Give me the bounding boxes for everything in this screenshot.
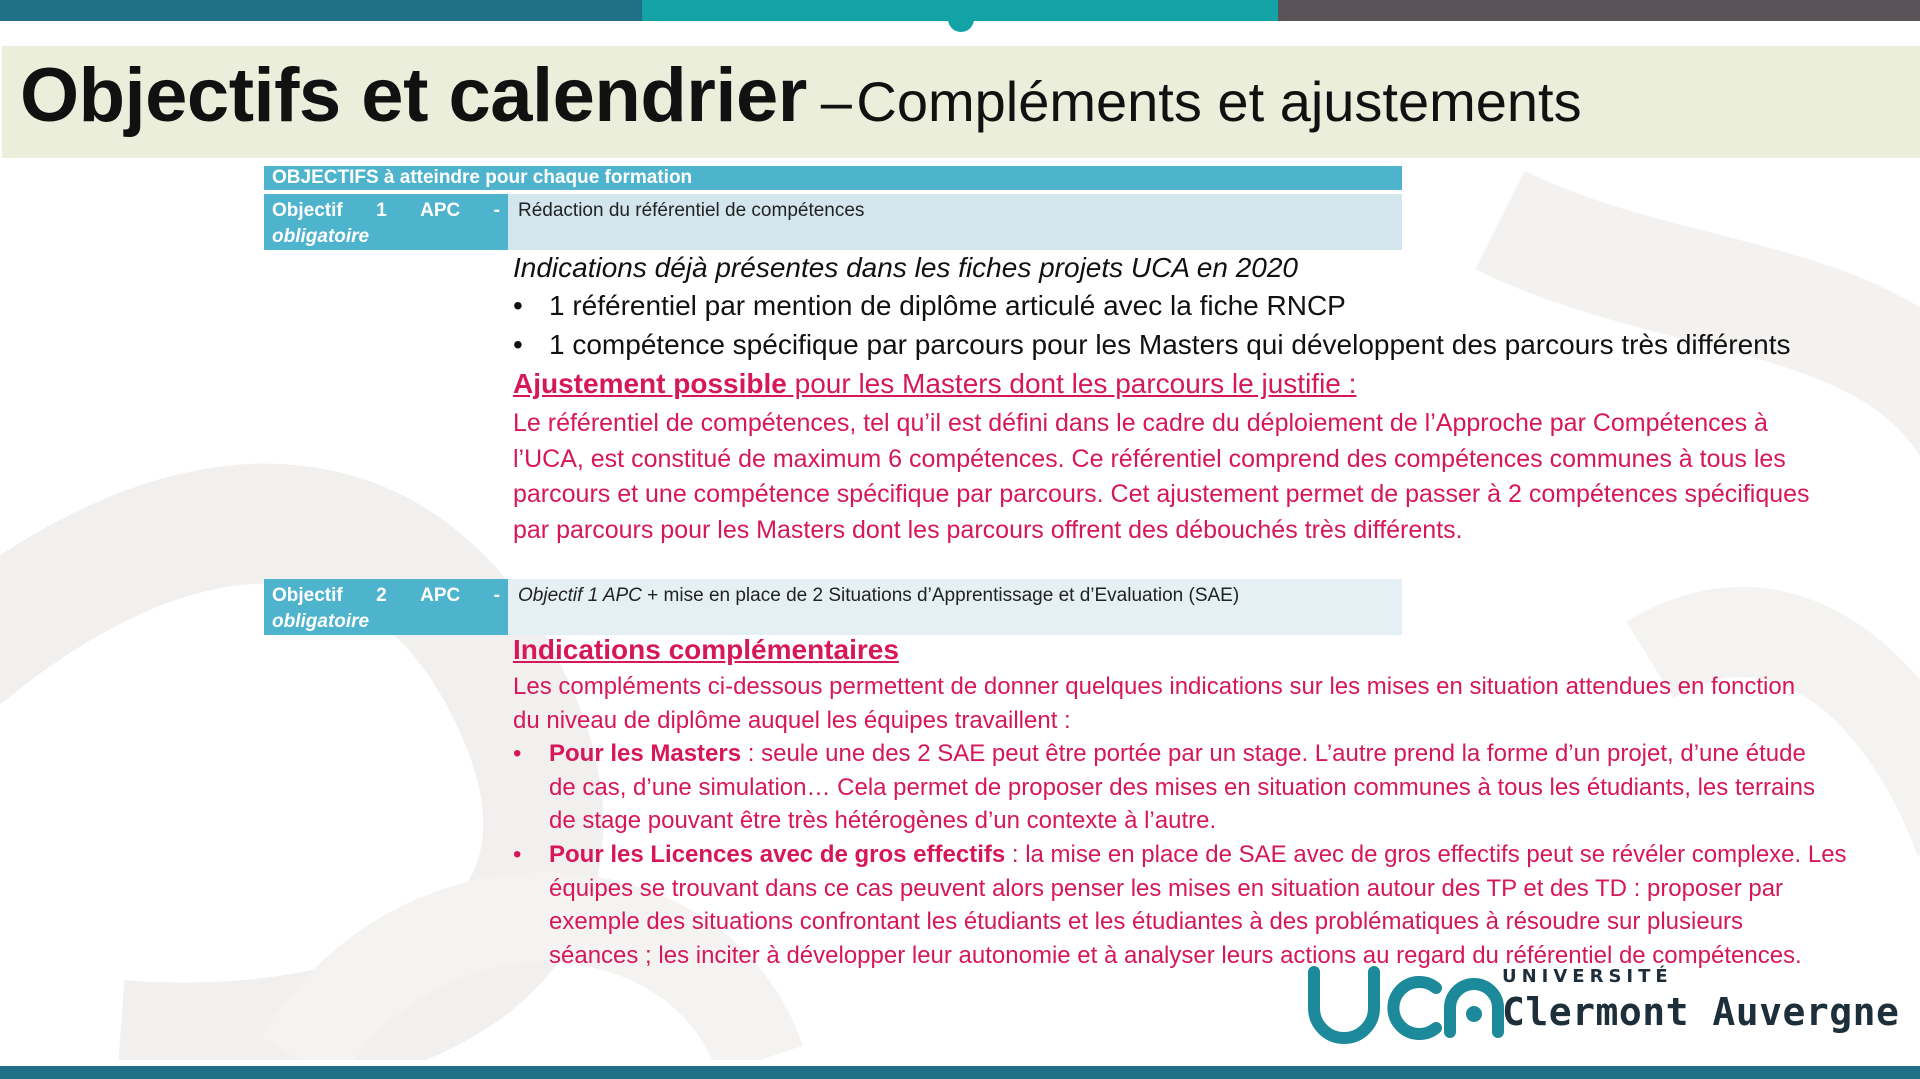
adjustment-heading-rest: pour les Masters dont les parcours le justifie : [786,368,1357,399]
licences-bullet-line: exemple des situations confrontant les étudiants et les étudiantes à des problématiques à résoudre sur plusieurs [549,908,1744,935]
indications-bullet-1 [513,290,1346,322]
licences-bullet-bold: Pour les Licences avec de gros effectifs [549,841,1006,868]
objective-1-label-apc: APC [420,200,461,221]
complementary-bullet-masters [513,737,1815,838]
masters-bullet-line: de cas, d’une simulation… Cela permet de proposer des mises en situation communes à tous les étudiants, les terrains [549,773,1815,801]
objective-1-label-dash: - [493,200,500,221]
licences-bullet-line: : la mise en place de SAE avec de gros effectifs peut se révéler complexe. Les [1005,841,1847,868]
complementary-bullet-licences [513,838,1847,972]
bottom-color-bar [0,1066,1920,1079]
objective-2-description [508,579,1402,635]
bullet-icon: • [513,329,523,360]
objective-2-label-apc: APC [420,585,461,606]
objective-2-label-word: Objectif [272,585,343,606]
masters-bullet-line: : seule une des 2 SAE peut être portée par un stage. L’autre prend la forme d’un projet, d’une étude [741,740,1806,767]
indications-title: Indications déjà présentes dans les fiches projets UCA en 2020 [513,252,1298,283]
objective-1-mandatory: obligatoire [272,226,370,247]
adjustment-heading [513,368,1356,400]
indications-bullet-1-text: 1 référentiel par mention de diplôme articulé avec la fiche RNCP [549,290,1346,321]
objective-2-row [264,579,1402,635]
complementary-intro-line: du niveau de diplôme auquel les équipes travaillent : [513,706,1071,734]
page-title [20,52,1582,139]
bullet-icon: • [513,740,522,767]
indications-bullet-2-text: 1 compétence spécifique par parcours pour les Masters qui développent des parcours très différents [549,329,1791,360]
objective-2-description-rest: + mise en place de 2 Situations d’Apprentissage et d’Evaluation (SAE) [641,585,1240,606]
adjustment-heading-bold: Ajustement possible [513,368,787,399]
adjustment-line: l’UCA, est constitué de maximum 6 compétences. Ce référentiel comprend des compétences communes à tous les [513,444,1786,473]
top-bar-segment-gray [1278,0,1920,21]
masters-bullet-line: de stage pouvant être très hétérogènes d’un contexte à l’autre. [549,807,1217,834]
objective-1-row [264,194,1402,250]
objective-1-label-number: 1 [376,200,387,221]
objective-1-label-word: Objectif [272,200,343,221]
adjustment-line: par parcours pour les Masters dont les parcours offrent des débouchés très différents. [513,515,1463,544]
logo-university-name: Clermont Auvergne [1502,990,1900,1034]
masters-bullet-bold: Pour les Masters [549,740,742,767]
licences-bullet-line: équipes se trouvant dans ce cas peuvent alors penser les mises en situation autour des TP et des TD : proposer par [549,874,1784,902]
objective-2-label-number: 2 [376,585,387,606]
objective-1-description: Rédaction du référentiel de compétences [508,194,1402,250]
adjustment-line: Le référentiel de compétences, tel qu’il est défini dans le cadre du déploiement de l’Approche par Compétences à [513,409,1768,437]
indications-bullet-2 [513,329,1791,361]
page-title-dash: – [820,70,852,133]
top-bar-dot [948,10,974,32]
top-bar-segment-dark-teal [0,0,642,21]
objective-2-label [264,579,508,635]
objective-2-mandatory: obligatoire [272,611,370,632]
page-title-main: Objectifs et calendrier [20,53,807,138]
licences-bullet-line: séances ; les inciter à développer leur autonomie et à analyser leurs actions au regard du référentiel de compétences. [549,941,1802,969]
complementary-title: Indications complémentaires [513,634,899,665]
objective-2-description-italic: Objectif 1 APC [518,585,642,606]
bullet-icon: • [513,841,522,868]
complementary-intro-line: Les compléments ci-dessous permettent de donner quelques indications sur les mises en situation attendues en fonction [513,673,1796,700]
adjustment-paragraph [513,406,1913,548]
bullet-icon: • [513,290,523,321]
complementary-intro [513,670,1913,737]
objective-2-label-dash: - [493,585,500,606]
adjustment-line: parcours et une compétence spécifique par parcours. Cet ajustement permet de passer à 2 compétences spécifiques [513,480,1810,508]
objectives-table-header: OBJECTIFS à atteindre pour chaque formation [264,166,1402,190]
logo-university-label: UNIVERSITÉ [1502,966,1673,987]
page-title-subtitle: Compléments et ajustements [856,70,1582,133]
objective-1-label [264,194,508,250]
